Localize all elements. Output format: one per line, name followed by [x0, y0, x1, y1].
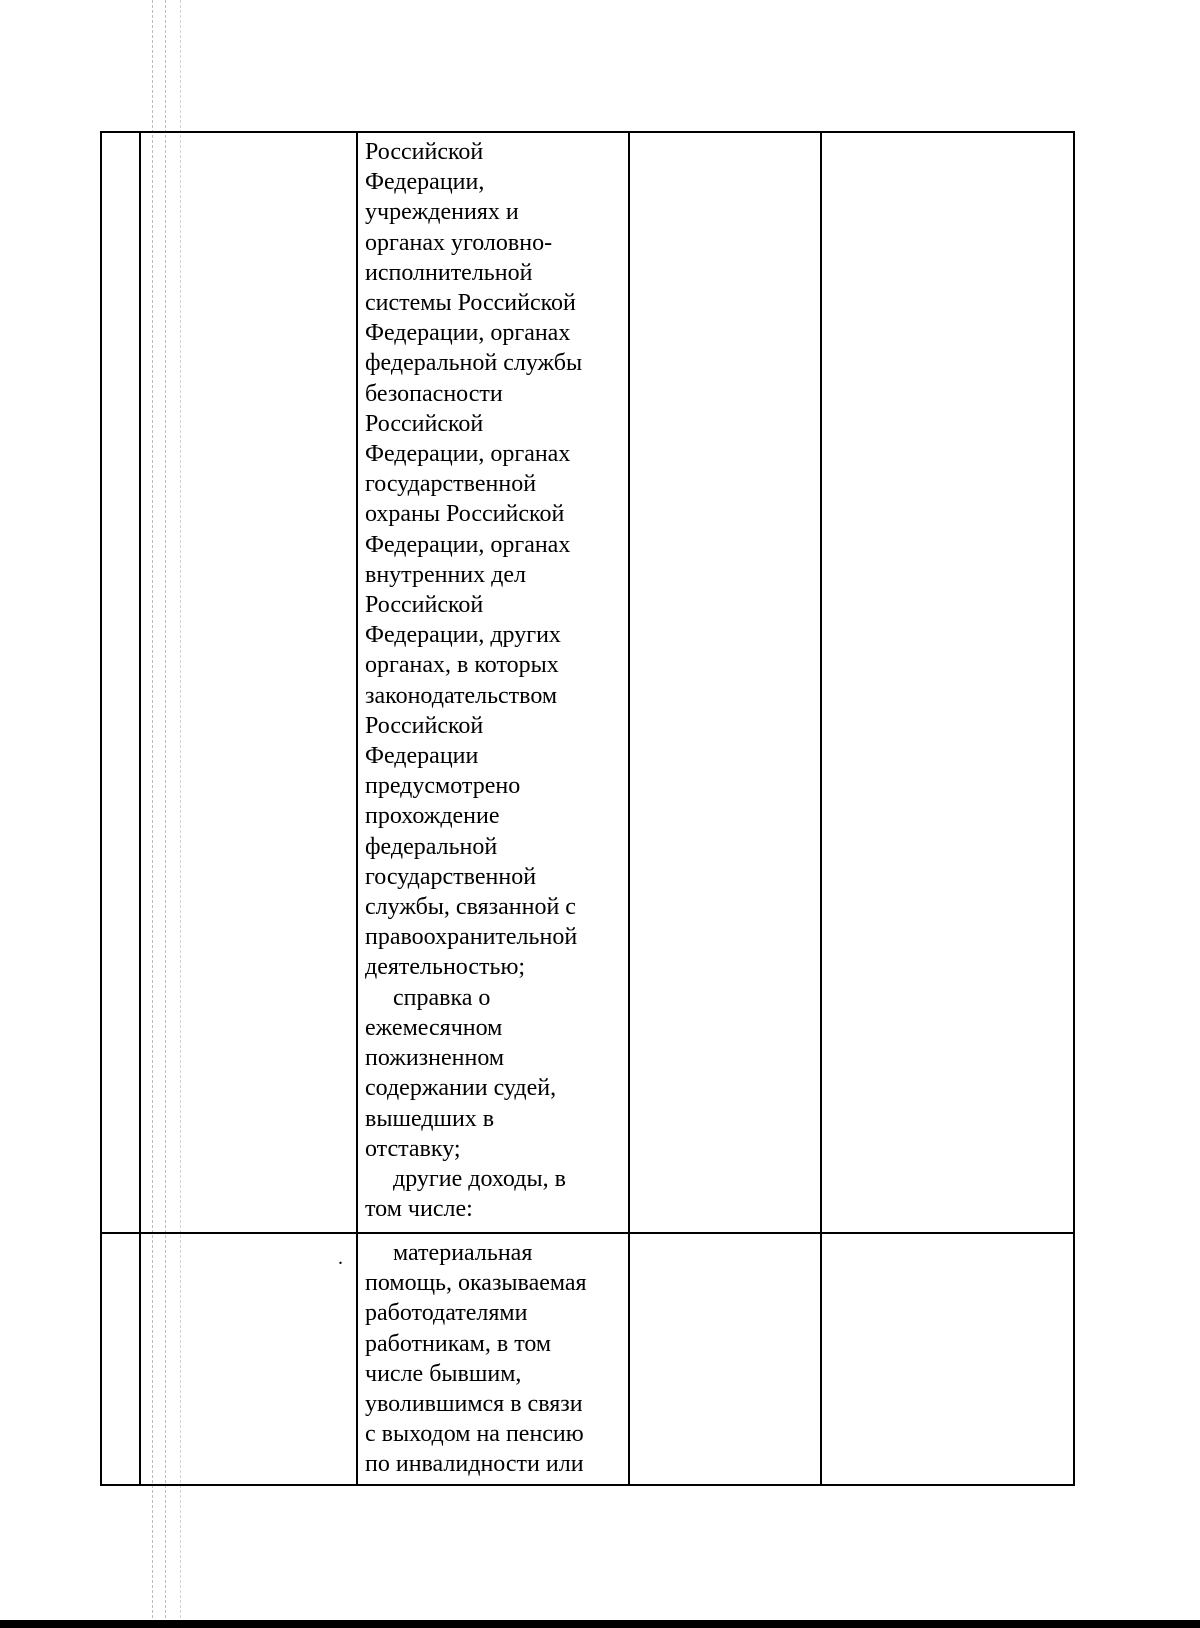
- text-line: учреждениях и: [365, 199, 519, 226]
- text-line: Российской: [365, 410, 484, 437]
- text-line: Российской: [365, 592, 484, 619]
- text-line: другие доходы, в: [393, 1165, 566, 1192]
- stray-mark: .: [338, 1247, 343, 1269]
- text-line: числе бывшим,: [365, 1360, 522, 1387]
- text-line: органах, в которых: [365, 652, 559, 679]
- table-cell-description: [357, 132, 629, 1233]
- text-line: государственной: [365, 471, 537, 498]
- text-line: материальная: [393, 1240, 533, 1266]
- text-line: исполнительной: [365, 259, 533, 286]
- text-line: Российской: [365, 139, 484, 165]
- text-line: внутренних дел: [365, 561, 526, 588]
- table-row: [101, 132, 1074, 1233]
- text-line: системы Российской: [365, 290, 576, 317]
- text-line: пожизненном: [365, 1045, 505, 1072]
- table-row: [101, 1233, 1074, 1485]
- text-line: прохождение: [365, 803, 500, 830]
- text-line: Федерации, органах: [365, 320, 571, 347]
- text-line: Федерации,: [365, 169, 485, 196]
- text-line: уволившимся в связи: [365, 1391, 583, 1418]
- table-cell-empty: [821, 1233, 1074, 1485]
- text-line: предусмотрено: [365, 773, 521, 800]
- text-line: охраны Российской: [365, 501, 565, 528]
- text-line: правоохранительной: [365, 924, 578, 951]
- text-line: работникам, в том: [365, 1330, 552, 1357]
- text-line: помощь, оказываемая: [365, 1270, 587, 1297]
- text-line: Федерации: [365, 743, 479, 770]
- text-line: отставку;: [365, 1135, 461, 1162]
- text-line: Федерации, органах: [365, 531, 571, 558]
- text-line: органах уголовно-: [365, 229, 553, 256]
- text-line: содержании судей,: [365, 1075, 557, 1102]
- table-cell-number: [101, 1233, 140, 1485]
- text-line: службы, связанной с: [365, 894, 576, 921]
- table-cell-description: [357, 1233, 629, 1485]
- text-line: безопасности: [365, 380, 503, 407]
- text-line: Федерации, других: [365, 622, 561, 649]
- cell-text-block: [365, 1238, 623, 1480]
- text-line: ежемесячном: [365, 1014, 503, 1041]
- text-line: законодательством: [365, 682, 558, 709]
- table-cell-name: [140, 132, 357, 1233]
- text-line: государственной: [365, 863, 537, 890]
- table-cell-empty: [629, 132, 821, 1233]
- text-line: Федерации, органах: [365, 441, 571, 468]
- table-cell-name: [140, 1233, 357, 1485]
- table-cell-empty: [821, 132, 1074, 1233]
- text-line: федеральной: [365, 833, 498, 860]
- text-line: деятельностью;: [365, 954, 526, 981]
- scan-bottom-edge: [0, 1620, 1200, 1628]
- text-line: работодателями: [365, 1300, 528, 1327]
- cell-text-block: [365, 137, 623, 1224]
- table-cell-number: [101, 132, 140, 1233]
- text-line: вышедших в: [365, 1105, 495, 1132]
- text-line: справка о: [393, 984, 491, 1011]
- text-line: том числе:: [365, 1196, 473, 1223]
- text-line: по инвалидности или: [365, 1451, 584, 1478]
- table-cell-empty: [629, 1233, 821, 1485]
- document-table: [100, 131, 1075, 1486]
- text-line: Российской: [365, 712, 484, 739]
- text-line: с выходом на пенсию: [365, 1421, 584, 1448]
- text-line: федеральной службы: [365, 350, 583, 377]
